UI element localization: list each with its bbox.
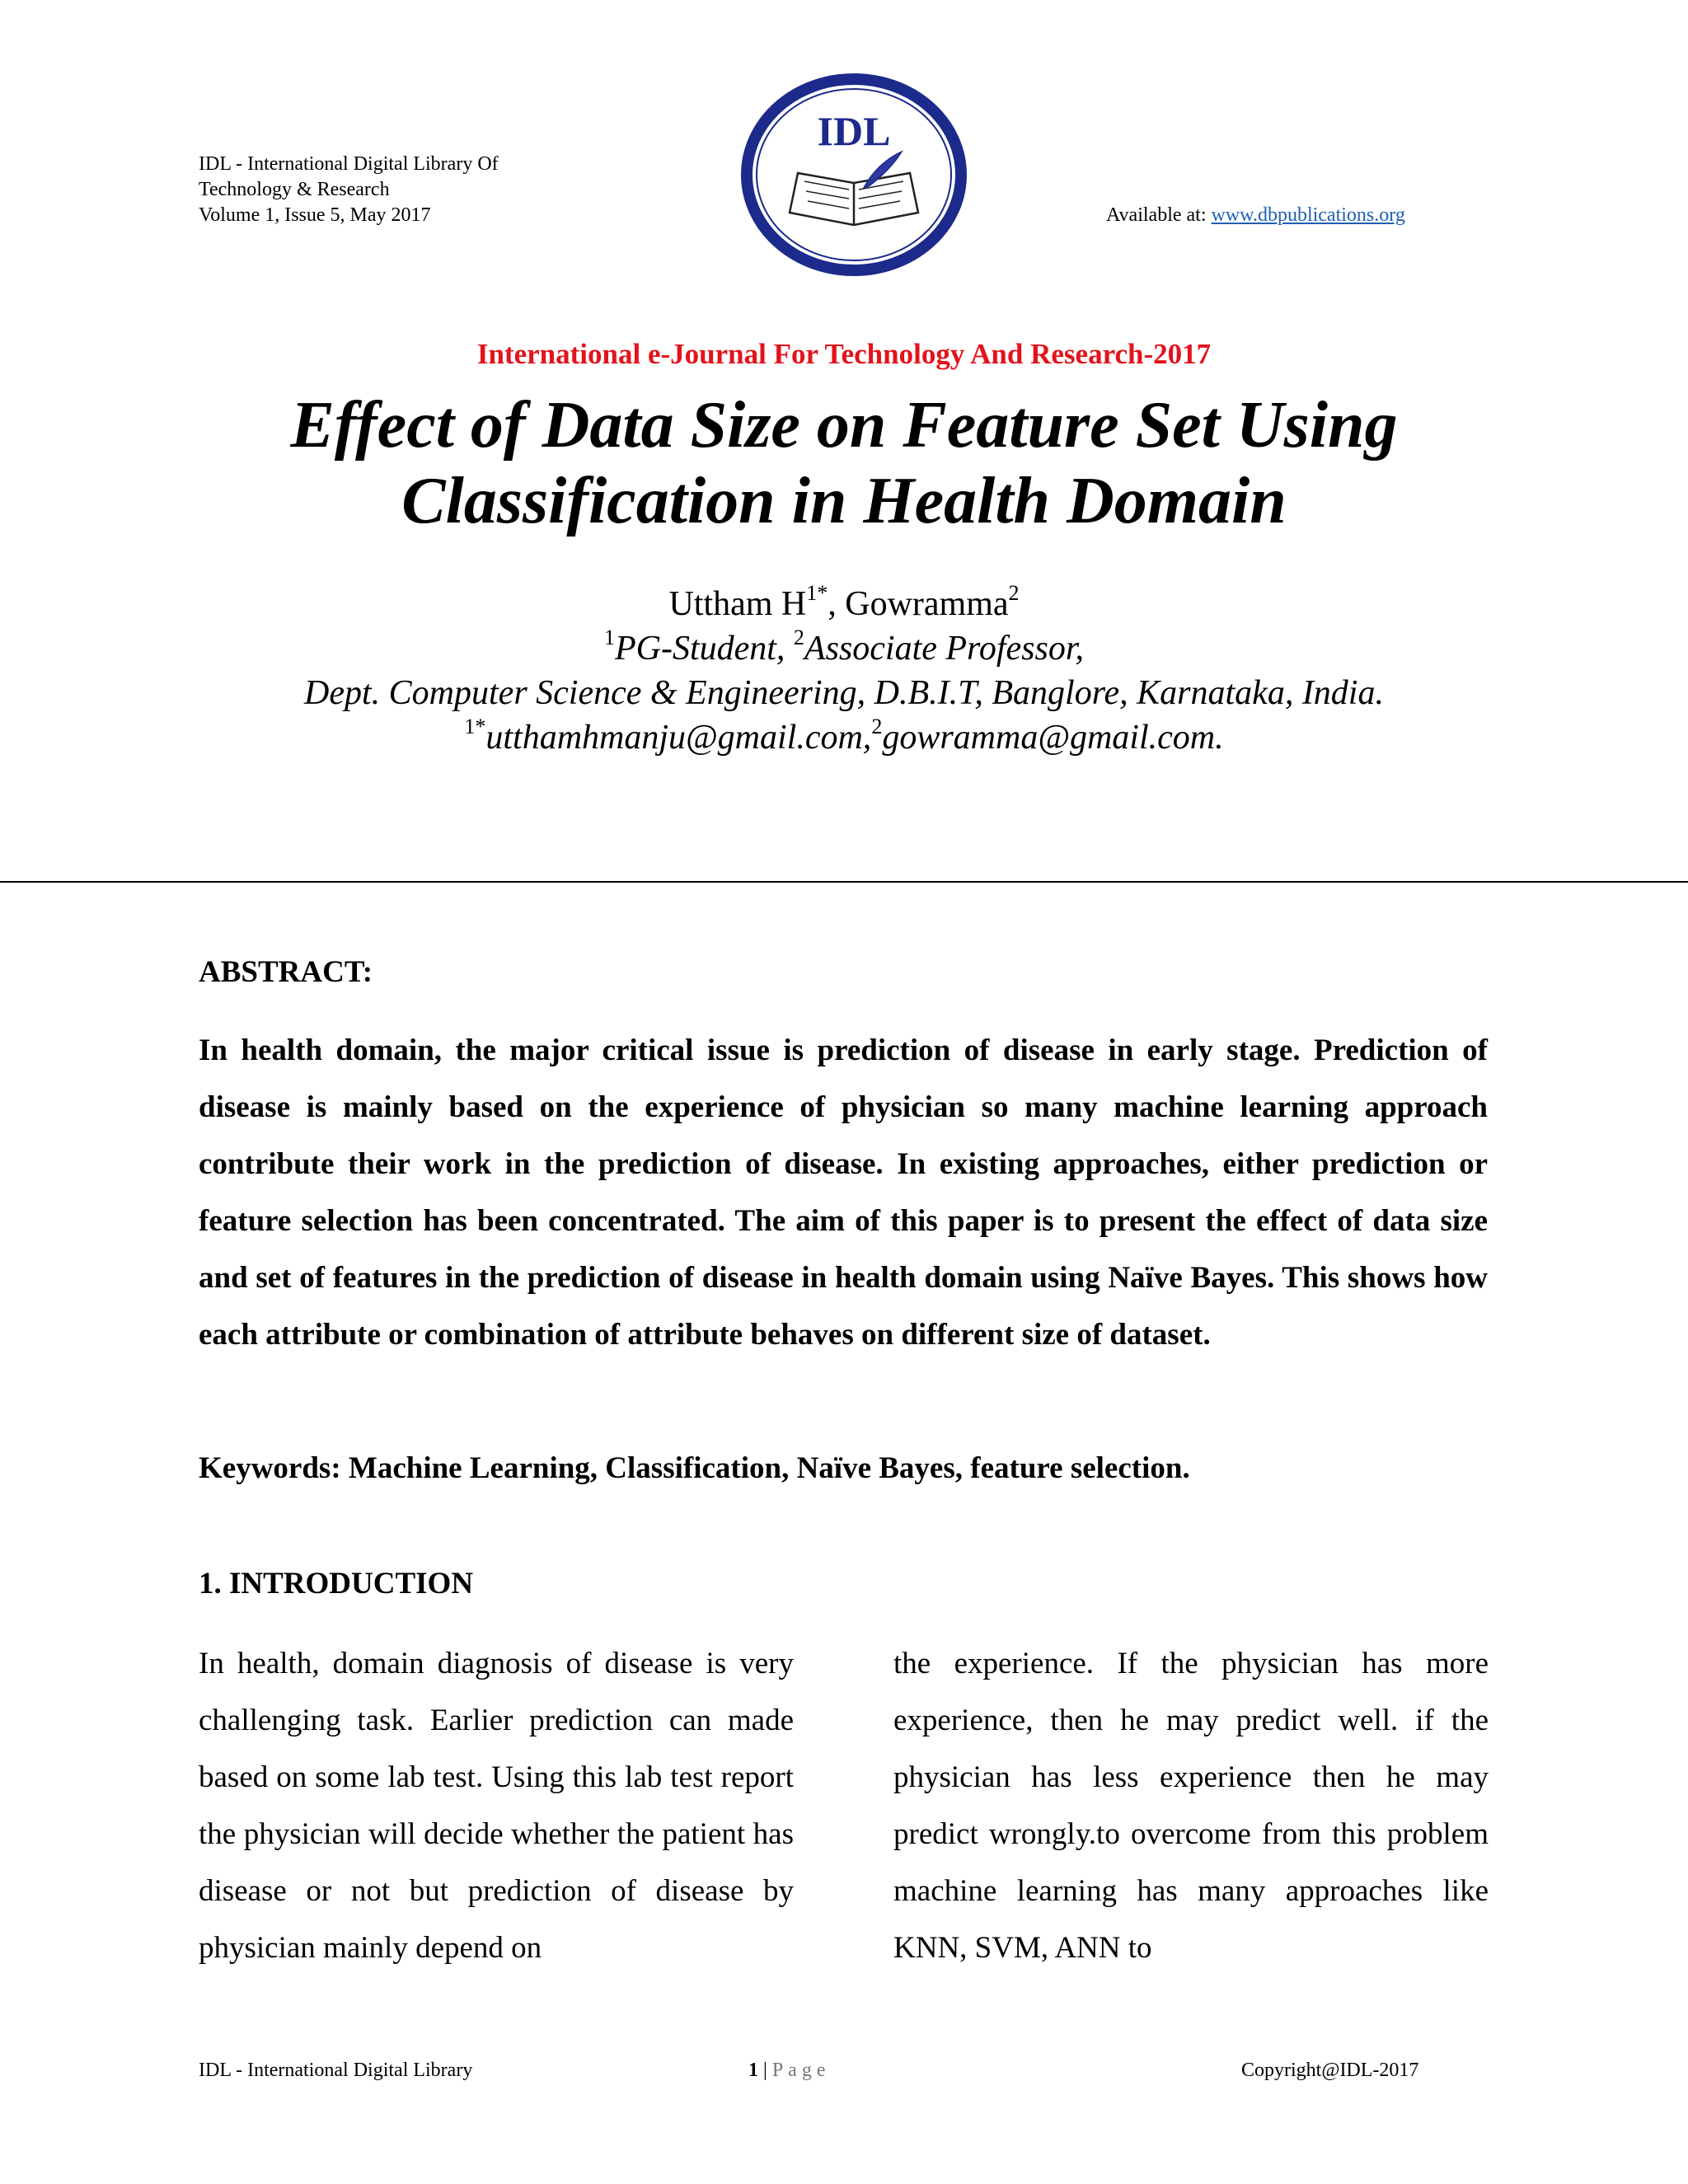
paper-title (0, 387, 1688, 539)
email-1[interactable]: utthamhmanju@gmail.com, (485, 719, 872, 757)
author-names (0, 582, 1688, 626)
keywords: Keywords: Machine Learning, Classification, Naïve Bayes, feature selection. (199, 1451, 1190, 1485)
section-divider (0, 881, 1688, 883)
publisher-website-link[interactable]: www.dbpublications.org (1211, 204, 1405, 226)
introduction-heading: 1. INTRODUCTION (199, 1567, 474, 1601)
author-1: Uttham H (668, 585, 807, 623)
header-availability (1106, 203, 1405, 228)
author-1-sup: 1* (806, 581, 828, 605)
role-1: PG-Student, (614, 630, 794, 668)
page-separator: | (758, 2060, 772, 2081)
email-2[interactable]: gowramma@gmail.com. (882, 719, 1224, 757)
email-2-sup: 2 (871, 715, 883, 738)
author-2: Gowramma (845, 585, 1009, 623)
author-roles (0, 626, 1688, 671)
available-label: Available at: (1106, 204, 1212, 226)
author-separator: , (828, 585, 846, 623)
publisher-line-2: Technology & Research (199, 179, 390, 200)
introduction-column-left: In health, domain diagnosis of disease is very challenging task. Earlier prediction can made based on some lab test. Using this lab test report the physician will decide whether the patient has disease or not but prediction of disease by physician mainly depend on (199, 1647, 794, 1965)
abstract-body: In health domain, the major critical issue is prediction of disease in early stage. Prediction of disease is mainly based on the experience of physician so many machine learning approach contribute their work in the prediction of disease. In existing approaches, either prediction or feature selection has been concentrated. The aim of this paper is to present the effect of data size and set of features in the prediction of disease in health domain using Naïve Bayes. This shows how each attribute or combination of attribute behaves on different size of dataset. (199, 1033, 1488, 1352)
author-2-sup: 2 (1008, 581, 1020, 605)
author-block (0, 582, 1688, 760)
volume-line: Volume 1, Issue 5, May 2017 (199, 204, 431, 226)
footer-library: IDL - International Digital Library (199, 2060, 473, 2081)
footer-copyright: Copyright@IDL-2017 (1241, 2060, 1419, 2081)
logo-text: IDL (817, 108, 891, 154)
journal-name: International e-Journal For Technology And Research-2017 (476, 338, 1212, 370)
page-number: 1 (748, 2060, 758, 2081)
email-1-sup: 1* (464, 715, 486, 738)
role-1-sup: 1 (603, 626, 615, 649)
introduction-column-right: the experience. If the physician has more experience, then he may predict well. if the physician has less experience then he may predict wrongly.to overcome from this problem machine learning has many approaches like KNN, SVM, ANN to (893, 1647, 1489, 1965)
idl-logo (740, 73, 968, 277)
title-line-2: Classification in Health Domain (401, 465, 1287, 537)
title-line-1: Effect of Data Size on Feature Set Using (290, 389, 1398, 462)
role-2: Associate Professor, (804, 630, 1085, 668)
author-emails (0, 715, 1688, 760)
page-label: Page (771, 2060, 831, 2081)
publisher-line-1: IDL - International Digital Library Of (199, 153, 499, 175)
abstract-heading: ABSTRACT: (199, 955, 373, 989)
role-2-sup: 2 (793, 626, 804, 649)
footer-page (748, 2060, 830, 2082)
header-publisher (199, 152, 499, 228)
affiliation: Dept. Computer Science & Engineering, D.B.I.T, Banglore, Karnataka, India. (304, 674, 1384, 712)
